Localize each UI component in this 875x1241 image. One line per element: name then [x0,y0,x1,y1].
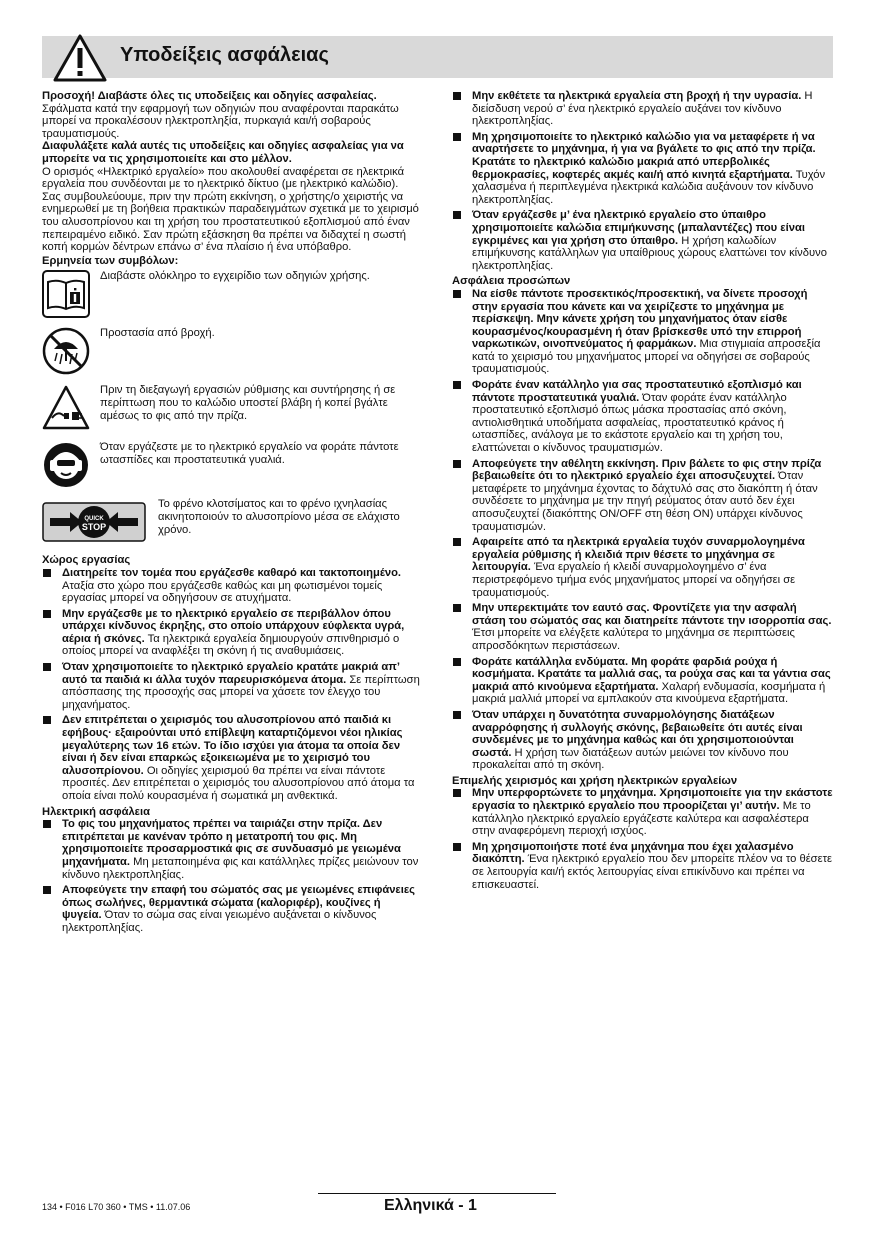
intro-paragraph-3: Ο ορισμός «Ηλεκτρικό εργαλείο» που ακολουθεί αναφέρεται σε ηλεκτρικά εργαλεία που συνδέονται με το ηλεκτρικό δίκτυο (με ηλεκτρικό καλώδιο). [42,165,405,191]
list-item: Δεν επιτρέπεται ο χειρισμός του αλυσοπρίονου από παιδιά κι εφήβους· εξαιρούνται υπό επίβλεψη καταρτιζόμενοι νέοι ηλικίας μεγαλύτερης των 16 ετών. Το ίδιο ισχύει για άτομα τα οποία δεν είναι ή δεν είναι επαρκώς εξοικειωμένα με το χειρισμό του αλυσοπρίονου. Οι οδηγίες χειρισμού θα πρέπει να είναι πάντοτε προσιτές. Δεν επιτρέπεται ο χειρισμός του αλυσοπρίονου από άτομα τα οποία είναι πολύ κουρασμένα ή σωματικά μη ανθεκτικά. [42,714,422,802]
list-item: Διατηρείτε τον τομέα που εργάζεσθε καθαρό και τακτοποιημένο. Αταξία στο χώρο που εργάζεσθε καθώς και μη φωτισμένοι τομείς εργασίας μπορεί να οδηγήσουν σε ατυχήματα. [42,567,422,605]
list-item: Μην υπερεκτιμάτε τον εαυτό σας. Φροντίζετε για την ασφαλή στάση του σώματός σας και διατηρείτε πάντοτε την ισορροπία σας. Έτσι μπορείτε να ελέγξετε καλύτερα το μηχάνημα σε περιπτώσεις απροσδόκητων περιστάσεων. [452,602,833,652]
list-item: Μη χρησιμοποιήστε ποτέ ένα μηχάνημα που έχει χαλασμένο διακόπτη. Ένα ηλεκτρικό εργαλείο που δεν μπορείτε πλέον να το θέσετε σε λειτουργία και/ή εκτός λειτουργίας είναι επικίνδυνο και πρέπει να επισκευαστεί. [452,841,833,891]
symbols-heading: Ερμηνεία των συμβόλων: [42,254,179,267]
list-item: Μη χρησιμοποιείτε το ηλεκτρικό καλώδιο για να μεταφέρετε ή να αναρτήσετε το μηχάνημα, ή για να βγάλετε το φις από την πρίζα. Κρατάτε το ηλεκτρικό καλώδιο μακριά από υπερβολικές θερμοκρασίες, κοφτερές ακμές και/ή από κινητά εξαρτήματα. Τυχόν χαλασμένα ή περιπλεγμένα ηλεκτρικά καλώδια αυξάνουν τον κίνδυνο ηλεκτροπληξίας. [452,131,833,207]
list-item: Το φις του μηχανήματος πρέπει να ταιριάζει στην πρίζα. Δεν επιτρέπεται με κανέναν τρόπο η μετατροπή του φις. Μη χρησιμοποιείτε προσαρμοστικά φις σε συνδυασμό με γειωμένα μηχανήματα. Μη μεταποιημένα φις και κατάλληλες πρίζες μειώνουν τον κίνδυνο ηλεκτροπληξίας. [42,818,422,881]
no-rain-icon [42,327,90,375]
intro-paragraph-2: Διαφυλάξετε καλά αυτές τις υποδείξεις και οδηγίες ασφαλείας για να μπορείτε να τις χρησιμοποιείτε και στο μέλλον. [42,140,404,165]
symbol-text: Πριν τη διεξαγωγή εργασιών ρύθμισης και συντήρησης ή σε περίπτωση που το καλώδιο υποστεί βλάβη ή κοπεί βγάλτε αμέσως το φις από την πρίζα. [100,384,396,422]
page-number: Ελληνικά - 1 [384,1197,477,1214]
right-column [452,90,833,894]
quick-stop-icon [42,502,146,542]
symbol-row [42,441,422,495]
section-heading-electrical: Ηλεκτρική ασφάλεια [42,805,150,818]
page-title: Υποδείξεις ασφάλειας [120,44,329,66]
intro-paragraph-1: Προσοχή! Διαβάστε όλες τις υποδείξεις και οδηγίες ασφαλείας. Σφάλματα κατά την εφαρμογή των οδηγιών που αναφέρονται παρακάτω μπορεί να προκαλέσουν ηλεκτροπληξία, πυρκαγιά και/ή σοβαρούς τραυματισμούς. [42,90,399,140]
footer-doc-code: 134 • F016 L70 360 • TMS • 11.07.06 [42,1202,191,1212]
symbol-row [42,384,422,438]
quick-label: QUICK [84,516,104,523]
section-heading-careful-use: Επιμελής χειρισμός και χρήση ηλεκτρικών εργαλείων [452,774,738,787]
footer-divider [318,1193,556,1194]
manual-book-icon [42,270,90,318]
list-item: Αποφεύγετε την επαφή του σώματός σας με γειωμένες επιφάνειες όπως σωλήνες, θερμαντικά σώματα (καλοριφέρ), κουζίνες ή ψυγεία. Όταν το σώμα σας είναι γειωμένο αυξάνεται ο κίνδυνος ηλεκτροπληξίας. [42,884,422,934]
section-heading-workarea: Χώρος εργασίας [42,554,131,567]
symbol-row [42,327,422,381]
list-item: Αφαιρείτε από τα ηλεκτρικά εργαλεία τυχόν συναρμολογημένα εργαλεία ρύθμισης ή κλειδιά πριν θέσετε το μηχάνημα σε λειτουργία. Ένα εργαλείο ή κλειδί συναρμολογημένο σ’ ένα περιστρεφόμενο τμήμα ενός μηχανήματος μπορεί να οδηγήσει σε τραυματισμούς. [452,536,833,599]
intro-paragraph-4: Σας συμβουλεύουμε, πριν την πρώτη εκκίνηση, ο χρήστης/ο χειριστής να ενημερωθεί με τη βοήθεια πρακτικών παραδειγμάτων σχετικά με το χειρισμό του αλυσοπρίονου και τη χρήση του προστατευτικού εξοπλισμού από έναν πεπειραμένο ειδικό. Σαν πρώτη εξάσκηση θα πρέπει να διδαχτεί η σωστή κοπή κορμών δέντρων επάνω σ’ ένα πλαίσιο ή ένα υπόβαθρο. [42,190,419,254]
ear-eye-protection-icon [42,441,90,489]
list-item: Φοράτε έναν κατάλληλο για σας προστατευτικό εξοπλισμό και πάντοτε προστατευτικά γυαλιά. Όταν φοράτε έναν κατάλληλο προστατευτικό εξοπλισμό όπως μάσκα προστασίας από σκόνη, αντιολισθητικά υποδήματα ασφαλείας, προστατευτικό κράνος ή ωτασπίδες, ανάλογα με το εκάστοτε εργαλείο και τη χρήση του, ελαττώνεται ο κίνδυνος τραυματισμών. [452,379,833,455]
symbol-row [42,270,422,324]
list-item: Αποφεύγετε την αθέλητη εκκίνηση. Πριν βάλετε το φις στην πρίζα βεβαιωθείτε ότι το ηλεκτρικό εργαλείο έχει αποσυζευχτεί. Όταν μεταφέρετε το μηχάνημα έχοντας το δάχτυλό σας στο διακόπτη ή όταν συνδέσετε το μηχάνημα με την πηγή ρεύματος όταν αυτό δεν έχει αποσυζευχτεί (διακόπτης ON/OFF στη θέση ON) υπάρχει κίνδυνος τραυματισμών. [452,458,833,534]
list-item: Να είσθε πάντοτε προσεκτικός/προσεκτική, να δίνετε προσοχή στην εργασία που κάνετε και να χειρίζεστε το μηχάνημα με περίσκεψη. Μην κάνετε χρήση του μηχανήματος όταν είσθε κουρασμένος/κουρασμένη ή όταν βρίσκεσθε υπό την επιρροή ναρκωτικών, οινοπνεύματος ή φαρμάκων. Μια στιγμιαία απροσεξία κατά το χειρισμό του μηχανήματος μπορεί να οδηγήσει σε σοβαρούς τραυματισμούς. [452,288,833,376]
list-item: Όταν υπάρχει η δυνατότητα συναρμολόγησης διατάξεων αναρρόφησης ή συλλογής σκόνης, βεβαιωθείτε ότι αυτές είναι συνδεμένες με το μηχάνημα καθώς και ότι χρησιμοποιούνται σωστά. Η χρήση των διατάξεων αυτών μειώνει τον κίνδυνο που προκαλείται από τη σκόνη. [452,709,833,772]
symbol-text: Διαβάστε ολόκληρο το εγχειρίδιο των οδηγιών χρήσης. [100,270,370,283]
symbol-text: Το φρένο κλοτσίματος και το φρένο ιχνηλασίας ακινητοποιούν το αλυσοπρίονο μέσα σε ελάχιστο χρόνο. [158,498,400,536]
stop-label: STOP [81,522,107,533]
list-item: Μην υπερφορτώνετε το μηχάνημα. Χρησιμοποιείτε για την εκάστοτε εργασία το ηλεκτρικό εργαλείο που προορίζεται γι’ αυτήν. Με το κατάλληλο ηλεκτρικό εργαλείο εργάζεστε καλύτερα και ασφαλέστερα στην αναφερόμενη περιοχή ισχύος. [452,787,833,837]
list-item: Μην εκθέτετε τα ηλεκτρικά εργαλεία στη βροχή ή την υγρασία. Η διείσδυση νερού σ’ ένα ηλεκτρικό εργαλείο αυξάνει τον κίνδυνο ηλεκτροπληξίας. [452,90,833,128]
unplug-warning-icon [42,384,90,432]
symbol-text: Όταν εργάζεστε με το ηλεκτρικό εργαλείο να φοράτε πάντοτε ωτασπίδες και προστατευτικά γυαλιά. [100,441,399,466]
symbol-text: Προστασία από βροχή. [100,327,215,340]
list-item: Όταν εργάζεσθε μ’ ένα ηλεκτρικό εργαλείο στο ύπαιθρο χρησιμοποιείτε καλώδια επιμήκυνσης (μπαλαντέζες) που είναι εγκριμένες και για χρήση στο ύπαιθρο. Η χρήση καλωδίων επιμήκυνσης κατάλληλων για υπαίθριους χώρους ελαττώνει τον κίνδυνο ηλεκτροπληξίας. [452,209,833,272]
symbol-row [42,498,422,552]
left-column [42,90,422,938]
warning-icon [52,33,108,83]
section-heading-personal: Ασφάλεια προσώπων [452,275,571,288]
list-item: Όταν χρησιμοποιείτε το ηλεκτρικό εργαλείο κρατάτε μακριά απ’ αυτό τα παιδιά κι άλλα τυχόν παρευρισκόμενα άτομα. Σε περίπτωση απόσπασης της προσοχής σας μπορεί να χάσετε τον έλεγχο του μηχανήματος. [42,661,422,711]
list-item: Μην εργάζεσθε με το ηλεκτρικό εργαλείο σε περιβάλλον όπου υπάρχει κίνδυνος έκρηξης, στο οποίο υπάρχουν εύφλεκτα υγρά, αέρια ή σκόνες. Τα ηλεκτρικά εργαλεία δημιουργούν σπινθηρισμό ο οποίος μπορεί να αναφλέξει τη σκόνη ή τις αναθυμιάσεις. [42,608,422,658]
list-item: Φοράτε κατάλληλα ενδύματα. Μη φοράτε φαρδιά ρούχα ή κοσμήματα. Κρατάτε τα μαλλιά σας, τα ρούχα σας και τα γάντια σας μακριά από κινούμενα εξαρτήματα. Χαλαρή ενδυμασία, κοσμήματα ή μακριά μαλλιά μπορεί να εμπλακούν στα κινούμενα εξαρτήματα. [452,656,833,706]
